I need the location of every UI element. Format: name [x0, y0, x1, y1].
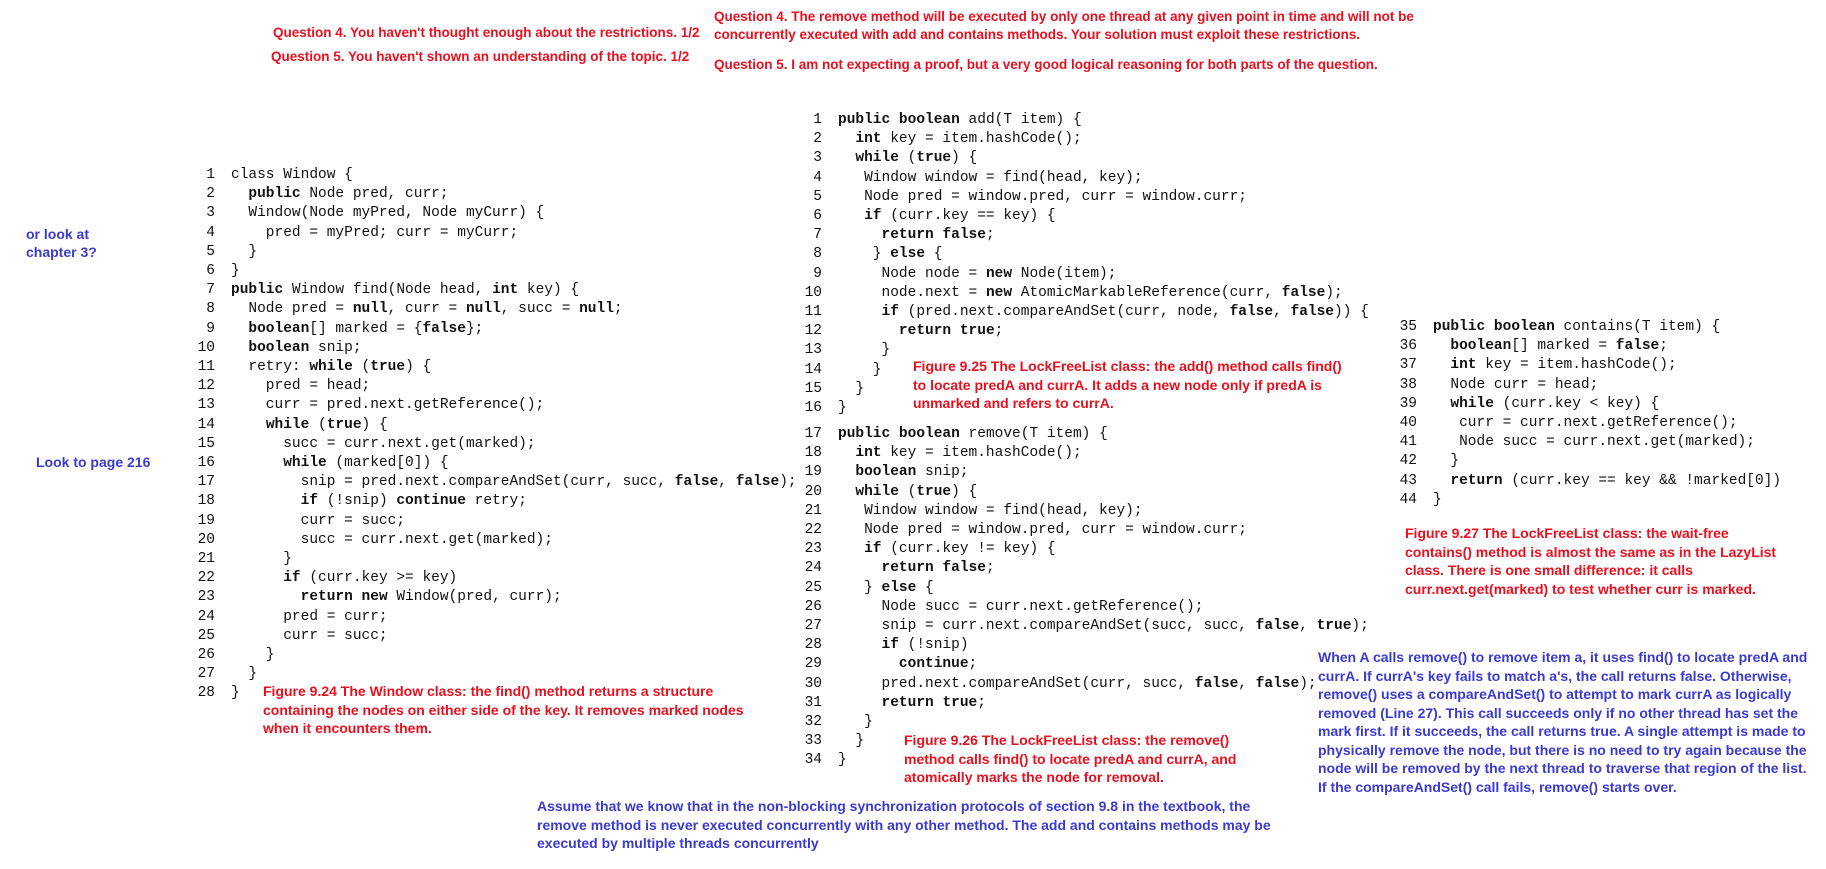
- line-number: 39: [1399, 395, 1417, 412]
- code-text: }: [1433, 491, 1442, 508]
- code-text: curr = succ;: [231, 627, 388, 644]
- line-number: 3: [813, 150, 822, 167]
- line-number: 33: [804, 733, 822, 750]
- line-number: 19: [197, 512, 215, 529]
- code-text: continue;: [898, 656, 978, 673]
- line-number: 18: [197, 493, 215, 510]
- line-number: 15: [804, 380, 822, 397]
- line-number: 24: [197, 608, 215, 625]
- code-text: while (marked[0]) {: [283, 455, 449, 471]
- line-number: 12: [197, 378, 215, 395]
- figure-9-25-caption: Figure 9.25 The LockFreeList class: the add() method calls find() to locate predA and currA. It adds a new node only if predA is unmarked and refers to currA.: [913, 358, 1342, 411]
- line-number: 8: [813, 246, 822, 263]
- code-text: curr = curr.next.getReference();: [1433, 415, 1738, 431]
- code-text: } else {: [838, 579, 934, 596]
- code-text: node.next = new AtomicMarkableReference(curr, false);: [838, 284, 1343, 301]
- line-number: 32: [804, 714, 822, 730]
- line-number: 21: [197, 551, 215, 567]
- line-number: 31: [804, 694, 822, 711]
- code-text: } else {: [838, 246, 943, 263]
- figure-9-24-caption: Figure 9.24 The Window class: the find() method returns a structure containing the nodes on either side of the key. It removes marked nodes when it encounters them.: [263, 683, 744, 736]
- line-number: 44: [1399, 491, 1417, 508]
- line-number: 5: [206, 243, 215, 260]
- line-number: 13: [804, 342, 822, 359]
- page-side-note: Look to page 216: [36, 454, 151, 470]
- code-text: }: [838, 380, 865, 397]
- code-text: }: [838, 752, 847, 769]
- code-text: }: [231, 685, 240, 702]
- line-number: 38: [1399, 376, 1417, 393]
- code-text: return true;: [898, 323, 1004, 340]
- line-number: 13: [197, 397, 215, 414]
- line-number: 28: [197, 685, 215, 702]
- code-text: if (!snip) continue retry;: [300, 493, 527, 510]
- code-text: pred = curr;: [231, 608, 388, 625]
- code-text: int key = item.hashCode();: [1450, 357, 1677, 374]
- q5-grade: Question 5. You haven't shown an understanding of the topic. 1/2: [271, 49, 690, 64]
- code-text: return false;: [881, 560, 995, 577]
- code-text: public boolean contains(T item) {: [1433, 319, 1721, 335]
- line-number: 18: [804, 445, 822, 462]
- line-number: 20: [197, 531, 215, 548]
- code-text: Node pred = null, curr = null, succ = null;: [231, 301, 623, 318]
- code-text: while (curr.key < key) {: [1450, 395, 1660, 412]
- code-text: Node succ = curr.next.getReference();: [838, 598, 1204, 615]
- code-text: boolean snip;: [248, 339, 362, 356]
- line-number: 8: [206, 301, 215, 318]
- q4-note: Question 4. The remove method will be executed by only one thread at any given point in time and will not be concurrently executed with add and contains methods. Your solution must exploit these restrictions.: [714, 9, 1414, 42]
- code-text: Window window = find(head, key);: [838, 502, 1143, 519]
- code-text: }: [231, 263, 240, 279]
- line-number: 4: [813, 169, 822, 186]
- code-text: return true;: [881, 694, 986, 711]
- code-text: public Node pred, curr;: [248, 186, 449, 203]
- line-number: 19: [804, 464, 822, 481]
- code-text: }: [838, 361, 882, 378]
- assumption-note: Assume that we know that in the non-blocking synchronization protocols of section 9.8 in the textbook, the remove method is never executed concurrently with any other method. The add and contains methods may be executed by multiple threads concurrently: [537, 798, 1271, 851]
- line-number: 7: [813, 227, 822, 244]
- line-number: 43: [1399, 472, 1417, 489]
- figure-9-26-caption: Figure 9.26 The LockFreeList class: the remove() method calls find() to locate predA and currA, and atomically marks the node for removal.: [904, 732, 1237, 785]
- code-text: }: [231, 243, 258, 260]
- q5-note: Question 5. I am not expecting a proof, but a very good logical reasoning for both parts of the question.: [714, 57, 1378, 72]
- line-number: 2: [813, 131, 822, 148]
- line-number: 25: [804, 579, 822, 596]
- code-text: int key = item.hashCode();: [855, 445, 1082, 462]
- code-text: return (curr.key == key && !marked[0]): [1450, 472, 1782, 489]
- line-number: 10: [804, 284, 822, 301]
- line-number: 27: [804, 618, 822, 634]
- line-number: 26: [804, 598, 822, 615]
- code-text: Node node = new Node(item);: [838, 265, 1117, 282]
- code-text: pred = myPred; curr = myCurr;: [231, 224, 519, 241]
- code-text: }: [1433, 453, 1460, 470]
- code-text: if (!snip): [881, 637, 969, 654]
- line-number: 21: [804, 502, 822, 519]
- code-text: retry: while (true) {: [231, 359, 432, 375]
- line-number: 5: [813, 188, 822, 205]
- code-text: boolean[] marked = false;: [1450, 338, 1668, 355]
- code-text: curr = pred.next.getReference();: [231, 397, 545, 414]
- line-number: 1: [813, 112, 822, 128]
- code-text: snip = pred.next.compareAndSet(curr, succ, false, false);: [231, 474, 797, 491]
- code-text: }: [838, 733, 865, 750]
- code-text: }: [231, 647, 275, 663]
- code-text: class Window {: [231, 167, 353, 183]
- code-text: int key = item.hashCode();: [855, 131, 1082, 148]
- code-text: curr = succ;: [231, 512, 406, 529]
- line-number: 7: [206, 282, 215, 299]
- code-text: snip = curr.next.compareAndSet(succ, succ, false, true);: [838, 618, 1369, 634]
- line-number: 4: [206, 224, 215, 241]
- line-number: 30: [804, 675, 822, 692]
- line-number: 40: [1399, 415, 1417, 431]
- code-text: }: [838, 714, 873, 730]
- line-number: 9: [813, 265, 822, 282]
- line-number: 20: [804, 483, 822, 500]
- code-text: while (true) {: [855, 150, 978, 167]
- line-number: 9: [206, 320, 215, 337]
- code-text: Node curr = head;: [1433, 376, 1599, 393]
- code-text: Node pred = window.pred, curr = window.curr;: [838, 522, 1247, 538]
- code-text: return new Window(pred, curr);: [300, 589, 562, 606]
- code-text: public boolean add(T item) {: [838, 112, 1082, 128]
- line-number: 29: [804, 656, 822, 673]
- line-number: 36: [1399, 338, 1417, 355]
- line-number: 14: [197, 416, 215, 433]
- line-number: 3: [206, 205, 215, 222]
- code-text: }: [838, 400, 847, 416]
- code-text: }: [231, 666, 258, 683]
- code-text: while (true) {: [855, 483, 978, 500]
- line-number: 16: [804, 400, 822, 416]
- code-text: succ = curr.next.get(marked);: [231, 435, 536, 452]
- line-number: 17: [197, 474, 215, 491]
- code-text: if (curr.key == key) {: [864, 208, 1056, 224]
- line-number: 37: [1399, 357, 1417, 374]
- line-number: 6: [206, 263, 215, 279]
- line-number: 23: [804, 541, 822, 558]
- code-text: pred.next.compareAndSet(curr, succ, false, false);: [838, 675, 1317, 692]
- q4-grade: Question 4. You haven't thought enough about the restrictions. 1/2: [273, 25, 700, 40]
- code-text: succ = curr.next.get(marked);: [231, 531, 553, 548]
- line-number: 34: [804, 752, 822, 769]
- code-text: Window(Node myPred, Node myCurr) {: [231, 205, 545, 222]
- line-number: 27: [197, 666, 215, 683]
- line-number: 11: [804, 304, 822, 320]
- code-text: Node succ = curr.next.get(marked);: [1433, 434, 1755, 451]
- line-number: 11: [197, 359, 215, 375]
- code-text: Node pred = window.pred, curr = window.curr;: [838, 188, 1247, 205]
- code-text: if (curr.key >= key): [283, 570, 458, 587]
- line-number: 6: [813, 208, 822, 224]
- line-number: 17: [804, 426, 822, 442]
- line-number: 35: [1399, 319, 1417, 335]
- code-text: pred = head;: [231, 378, 371, 395]
- line-number: 2: [206, 186, 215, 203]
- line-number: 42: [1399, 453, 1417, 470]
- line-number: 14: [804, 361, 822, 378]
- line-number: 26: [197, 647, 215, 663]
- line-number: 24: [804, 560, 822, 577]
- line-number: 10: [197, 339, 215, 356]
- line-number: 15: [197, 435, 215, 452]
- line-number: 16: [197, 455, 215, 471]
- code-text: }: [231, 551, 292, 567]
- code-text: if (curr.key != key) {: [864, 541, 1056, 558]
- code-text: boolean[] marked = {false};: [248, 320, 484, 337]
- chapter-side-note: or look at chapter 3?: [26, 226, 97, 260]
- code-text: if (pred.next.compareAndSet(curr, node, false, false)) {: [881, 304, 1369, 320]
- code-text: public Window find(Node head, int key) {: [231, 282, 580, 299]
- line-number: 1: [206, 167, 215, 183]
- line-number: 25: [197, 627, 215, 644]
- line-number: 22: [197, 570, 215, 587]
- code-text: public boolean remove(T item) {: [838, 426, 1108, 442]
- code-text: return false;: [881, 227, 995, 244]
- code-text: while (true) {: [265, 416, 388, 433]
- line-number: 12: [804, 323, 822, 340]
- code-text: Window window = find(head, key);: [838, 169, 1143, 186]
- line-number: 23: [197, 589, 215, 606]
- code-text: }: [838, 342, 891, 359]
- line-number: 41: [1399, 434, 1417, 451]
- line-number: 28: [804, 637, 822, 654]
- code-text: boolean snip;: [855, 464, 969, 481]
- line-number: 22: [804, 522, 822, 538]
- remove-explanation: When A calls remove() to remove item a, it uses find() to locate predA and currA. If currA's key fails to match a's, the call returns false. Otherwise, remove() uses a compareAndSet() to attempt to mark currA as logically removed (Line 27). This call succeeds only if no other thread has set the mark first. If it succeeds, the call returns true. A single attempt is made to physically remove the node, but there is no need to try again because the node will be removed by the next thread to traverse that region of the list. If the compareAndSet() call fails, remove() starts over.: [1318, 649, 1808, 795]
- figure-9-27-caption: Figure 9.27 The LockFreeList class: the wait-free contains() method is almost the same as in the LazyList class. There is one small difference: it calls curr.next.get(marked) to test whether curr is marked.: [1405, 525, 1777, 597]
